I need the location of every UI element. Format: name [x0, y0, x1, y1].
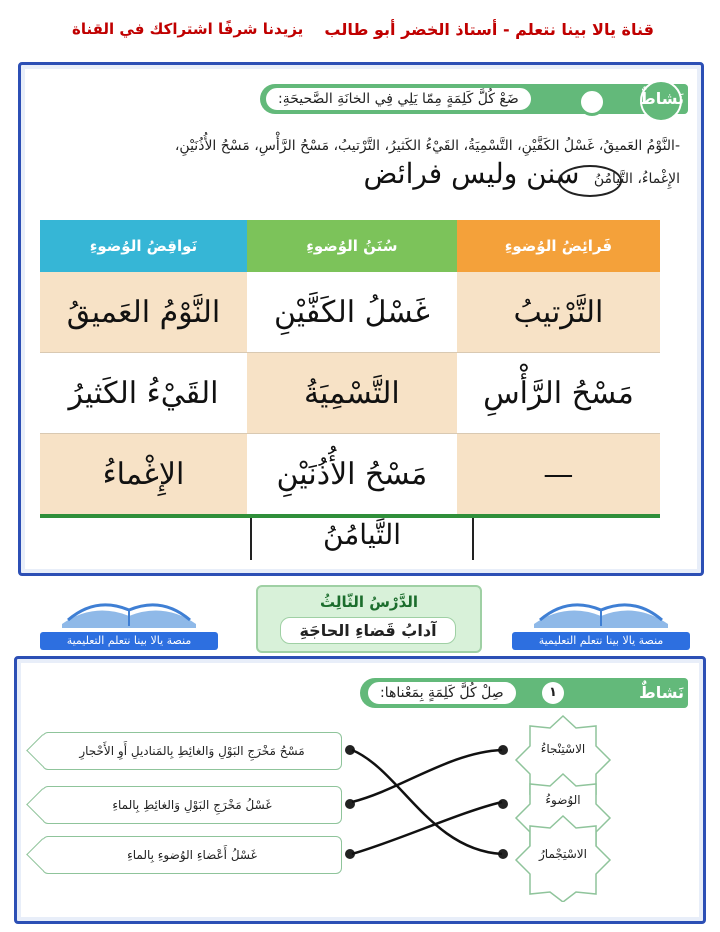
lesson-banner [256, 585, 482, 653]
activity1-label: نَشاطٌ [639, 89, 684, 108]
platform-label-right: منصة يالا بينا نتعلم التعليمية [512, 632, 690, 650]
circled-word-mark [558, 165, 622, 197]
header-nawaqid: نَواقِضُ الوُضوءِ [40, 220, 247, 272]
table-cell: القَيْءُ الكَثيرُ [40, 353, 247, 434]
table-cell: التَّرْتيبُ [457, 272, 660, 353]
lesson-number: الدَّرْسُ الثّالِثُ [319, 593, 419, 611]
term-star[interactable]: الوُضوءُ [545, 793, 581, 807]
table-cell: غَسْلُ الكَفَّيْنِ [247, 272, 457, 353]
top-header [0, 0, 720, 60]
term-star[interactable]: الاسْتِنْجاءُ [540, 742, 586, 756]
table-cell: — [457, 434, 660, 515]
open-book-icon [530, 588, 672, 628]
table-row [40, 434, 660, 515]
activity1-title: ضَعْ كُلَّ كَلِمَةٍ مِمّا يَلِي فِي الخانَةِ الصَّحيحَةِ: [264, 86, 533, 112]
lesson-title: آدابُ قَضاءِ الحاجَةِ [280, 617, 456, 644]
table-cell: مَسْحُ الرَّأْسِ [457, 353, 660, 434]
word-list-line1: -النَّوْمُ العَميقُ، غَسْلُ الكَفَّيْنِ، التَّسْمِيَةُ، القَيْءُ الكَثيرُ، التَّرْتيبُ، مَسْحُ الرَّأْسِ، مَسْحُ الأُذُنَيْنِ، [174, 138, 680, 154]
header-faraid: فَرائِضُ الوُضوءِ [457, 220, 660, 272]
header-sunan: سُنَنُ الوُضوءِ [247, 220, 457, 272]
table-cell: النَّوْمُ العَميقُ [40, 272, 247, 353]
table-cell: التَّسْمِيَةُ [247, 353, 457, 434]
activity2-label: نَشاطٌ [639, 683, 684, 702]
channel-teacher-text: قناة يالا بينا نتعلم - أستاذ الخضر أبو طالب [324, 20, 654, 39]
wudu-table [40, 220, 660, 515]
table-row [40, 272, 660, 353]
handwritten-note: سنن وليس فرائض [363, 157, 580, 190]
matching-lines [340, 730, 510, 870]
definition-box[interactable]: غَسْلُ مَخْرَجِ البَوْلِ وَالغائِطِ بِالماءِ [42, 786, 342, 824]
definition-box[interactable]: غَسْلُ أَعْضاءِ الوُضوءِ بِالماءِ [42, 836, 342, 874]
activity2-title: صِلْ كُلَّ كَلِمَةٍ بِمَعْناها: [366, 680, 518, 706]
platform-label-left: منصة يالا بينا نتعلم التعليمية [40, 632, 218, 650]
subscribe-text: يزيدنا شرفًا اشتراكك في القناة [72, 20, 304, 38]
table-row [40, 353, 660, 434]
definition-box[interactable]: مَسْحُ مَخْرَجِ البَوْلِ وَالغائِطِ بِالمَناديلِ أَوِ الأَحْجارِ [42, 732, 342, 770]
table-cell: الإِغْماءُ [40, 434, 247, 515]
open-book-icon [58, 588, 200, 628]
term-star[interactable]: الاسْتِجْمارُ [539, 847, 587, 861]
activity2-number: ١ [542, 682, 564, 704]
word-list-line2-text: الإِغْماءُ، التَّيامُنُ [593, 171, 680, 187]
table-cell: مَسْحُ الأُذُنَيْنِ [247, 434, 457, 515]
activity1-circle-icon [578, 88, 606, 116]
platform-logo-right [512, 588, 690, 652]
extra-handwritten-word: التَّيامُنُ [250, 518, 474, 560]
platform-logo-left [40, 588, 218, 652]
